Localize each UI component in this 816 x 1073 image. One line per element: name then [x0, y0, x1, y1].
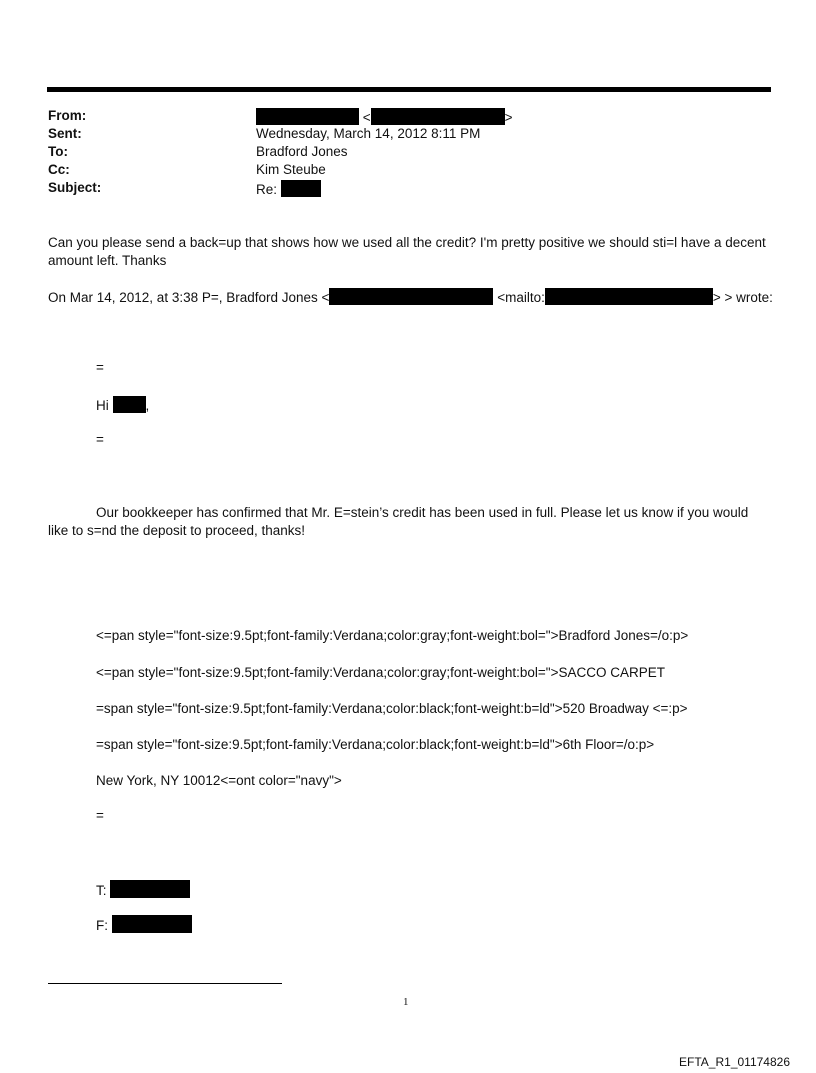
quote-suffix: > > wrote: [712, 290, 773, 305]
redaction-block [281, 180, 321, 197]
greeting-comma: , [145, 398, 150, 413]
to-value: Bradford Jones [256, 144, 348, 159]
quote-prefix: On Mar 14, 2012, at 3:38 P=, Bradford Jones < [48, 290, 330, 305]
main-paragraph: Our bookkeeper has confirmed that Mr. E=stein’s credit has been used in full. Please let us know if you would like to s=nd the deposit to proceed, thanks! [48, 505, 749, 538]
page-number: 1 [403, 996, 409, 1008]
footnote-rule [48, 983, 282, 984]
bates-number: EFTA_R1_01174826 [679, 1055, 790, 1069]
quote-attribution [48, 288, 773, 305]
reply-text: Can you please send a back=up that shows how we used all the credit? I'm pretty positive we should sti=l have a decent amount left. Thanks [48, 235, 766, 268]
signature-line-2: <=pan style="font-size:9.5pt;font-family:Verdana;color:gray;font-weight:bol=">SACCO CARPET [96, 665, 665, 680]
subject-prefix: Re: [256, 182, 278, 197]
header-rule [47, 87, 771, 92]
equals-line: = [96, 360, 104, 375]
from-label: From: [48, 108, 87, 123]
redaction-block [256, 108, 359, 125]
telephone-line [96, 880, 190, 898]
fax-label: F: [96, 918, 108, 933]
redaction-block [329, 288, 493, 305]
from-bracket-close: > [504, 110, 513, 125]
sent-value: Wednesday, March 14, 2012 8:11 PM [256, 126, 481, 141]
from-bracket-open: < [362, 110, 371, 125]
redaction-block [371, 108, 505, 125]
greeting: Hi [96, 398, 109, 413]
subject-value [256, 180, 321, 197]
sent-label: Sent: [48, 126, 82, 141]
fax-line [96, 915, 192, 933]
redaction-block [113, 396, 146, 413]
equals-line: = [96, 808, 104, 823]
greeting-line [96, 396, 149, 413]
signature-line-1: <=pan style="font-size:9.5pt;font-family:Verdana;color:gray;font-weight:bol=">Bradford Jones=/o:p> [96, 628, 689, 643]
subject-label: Subject: [48, 180, 102, 195]
quote-mailto: <mailto: [497, 290, 545, 305]
redaction-block [110, 880, 190, 898]
cc-label: Cc: [48, 162, 70, 177]
signature-line-3: =span style="font-size:9.5pt;font-family:Verdana;color:black;font-weight:b=ld">520 Broadway <=:p> [96, 701, 688, 716]
from-value [256, 108, 513, 125]
redaction-block [112, 915, 192, 933]
signature-line-4: =span style="font-size:9.5pt;font-family:Verdana;color:black;font-weight:b=ld">6th Floor=/o:p> [96, 737, 655, 752]
signature-line-5: New York, NY 10012<=ont color="navy"> [96, 773, 342, 788]
to-label: To: [48, 144, 68, 159]
redaction-block [545, 288, 713, 305]
telephone-label: T: [96, 883, 107, 898]
cc-value: Kim Steube [256, 162, 326, 177]
equals-line: = [96, 432, 104, 447]
